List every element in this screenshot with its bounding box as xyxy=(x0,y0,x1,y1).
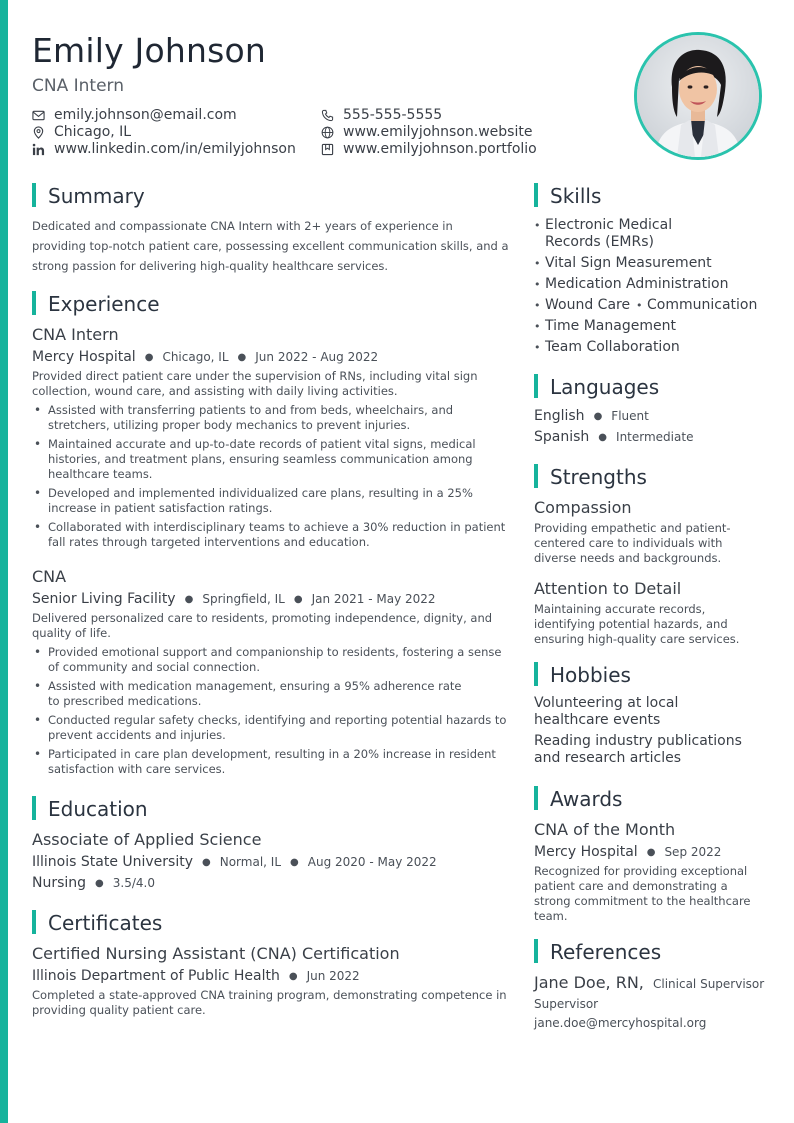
separator-dot: ● xyxy=(290,857,299,868)
phone-icon xyxy=(321,109,334,122)
hobbies-heading: Hobbies xyxy=(534,662,631,688)
job-description: Provided direct patient care under the supervision of RNs, including vital sign collection, wound care, and assisting with daily living activities. xyxy=(32,369,478,398)
strength-description: Providing empathetic and patient-centered care to individuals with diverse needs and backgrounds. xyxy=(534,521,731,565)
strength-name: Attention to Detail xyxy=(534,579,682,598)
mail-icon xyxy=(32,109,45,122)
resume-header xyxy=(32,30,592,97)
reference-role: Clinical Supervisor xyxy=(652,977,765,991)
separator-dot: ● xyxy=(144,352,154,363)
separator-dot: ● xyxy=(598,432,608,443)
strengths-heading: Strengths xyxy=(534,464,647,490)
job-location: Springfield, IL xyxy=(202,592,285,606)
language-item xyxy=(534,407,649,426)
certificates-heading: Certificates xyxy=(32,910,162,936)
separator-dot: ● xyxy=(202,857,211,868)
experience-heading: Experience xyxy=(32,291,160,317)
separator-dot: ● xyxy=(288,971,298,982)
separator-dot: ● xyxy=(593,411,603,422)
education-meta xyxy=(32,853,437,872)
summary-heading: Summary xyxy=(32,183,145,209)
certificate-description: Completed a state-approved CNA training program, demonstrating competence in providing quality patient care. xyxy=(32,988,507,1017)
skill-item xyxy=(636,297,757,314)
bullet-dot: • xyxy=(534,219,541,232)
job-company: Mercy Hospital xyxy=(32,349,136,365)
list-item: • Assisted with medication management, ensuring a 95% adherence rate to prescribed medications. xyxy=(32,679,472,709)
skills-heading: Skills xyxy=(534,183,601,209)
education-field-row xyxy=(32,874,155,893)
separator-dot: ● xyxy=(95,878,104,889)
certificate-meta xyxy=(32,967,360,986)
list-item: • Developed and implemented individualized care plans, resulting in a 25% increase in patient satisfaction ratings. xyxy=(32,486,477,516)
language-level: Fluent xyxy=(611,409,649,423)
hobby-item: Volunteering at local healthcare events xyxy=(534,695,679,728)
reference-name-row xyxy=(534,973,764,994)
skill-item xyxy=(534,318,676,335)
education-degree: Associate of Applied Science xyxy=(32,830,262,849)
job-title: CNA Intern xyxy=(32,325,119,344)
bullet-dot: • xyxy=(636,299,643,312)
certificate-issuer: Illinois Department of Public Health xyxy=(32,968,280,984)
candidate-role: CNA Intern xyxy=(32,76,124,96)
list-item: • Assisted with transferring patients to and from beds, wheelchairs, and stretchers, utilizing proper body mechanics to prevent injuries. xyxy=(32,403,472,433)
bullet-dot: • xyxy=(534,341,541,354)
reference-email-text: jane.doe@mercyhospital.org xyxy=(534,1016,707,1030)
separator-dot: ● xyxy=(293,594,303,605)
languages-heading: Languages xyxy=(534,374,659,400)
job-meta xyxy=(32,590,436,609)
job-company: Senior Living Facility xyxy=(32,591,176,607)
portfolio-text: www.emilyjohnson.portfolio xyxy=(343,141,537,157)
summary-text: Dedicated and compassionate CNA Intern with 2+ years of experience in providing top-notch patient care, possessing excellent communication skills, and a strong passion for delivering high-quality healthcare services. xyxy=(32,219,509,273)
skill-item xyxy=(534,217,734,251)
skill-item xyxy=(534,339,680,356)
bullet-dot: • xyxy=(534,299,541,312)
linkedin-text: www.linkedin.com/in/emilyjohnson xyxy=(54,141,296,157)
separator-dot: ● xyxy=(646,847,656,858)
list-item: • Conducted regular safety checks, identifying and reporting potential hazards to prevent accidents and injuries. xyxy=(32,713,510,743)
job-dates: Jun 2022 - Aug 2022 xyxy=(255,350,379,364)
candidate-name: Emily Johnson xyxy=(32,31,267,70)
job-title: CNA xyxy=(32,567,67,586)
language-name: English xyxy=(534,408,585,424)
certificate-date: Jun 2022 xyxy=(306,969,360,983)
education-dates: Aug 2020 - May 2022 xyxy=(307,855,437,869)
avatar-portrait xyxy=(637,35,759,157)
skill-label: Medication Administration xyxy=(545,276,729,292)
bookmark-icon xyxy=(321,143,334,156)
strength-name: Compassion xyxy=(534,498,632,517)
reference-position xyxy=(534,995,598,1013)
skill-label: Electronic Medical Records (EMRs) xyxy=(545,217,673,250)
skill-label: Wound Care xyxy=(545,297,631,313)
reference-email[interactable] xyxy=(534,1014,706,1032)
list-item: • Participated in care plan development, resulting in a 20% increase in resident satisfaction with care services. xyxy=(32,747,502,777)
award-date: Sep 2022 xyxy=(664,845,722,859)
education-gpa: 3.5/4.0 xyxy=(112,876,155,890)
skill-item xyxy=(534,255,712,272)
job-meta xyxy=(32,348,378,367)
award-meta xyxy=(534,843,721,862)
website-text: www.emilyjohnson.website xyxy=(343,124,533,140)
language-level: Intermediate xyxy=(616,430,694,444)
language-item xyxy=(534,428,693,447)
linkedin-icon xyxy=(32,143,45,156)
education-location: Normal, IL xyxy=(219,855,282,869)
education-heading: Education xyxy=(32,796,148,822)
bullet-dot: • xyxy=(534,257,541,270)
skill-label: Vital Sign Measurement xyxy=(545,255,712,271)
phone-text: 555-555-5555 xyxy=(343,107,443,123)
reference-name: Jane Doe, RN, xyxy=(534,973,644,992)
hobby-item: Reading industry publications and research articles xyxy=(534,733,742,766)
references-heading: References xyxy=(534,939,661,965)
separator-dot: ● xyxy=(184,594,194,605)
bullet-dot: • xyxy=(534,320,541,333)
education-school: Illinois State University xyxy=(32,854,193,870)
awards-heading: Awards xyxy=(534,786,622,812)
list-item: • Collaborated with interdisciplinary teams to achieve a 30% reduction in patient fall rates through targeted interventions and education. xyxy=(32,520,507,550)
location-text: Chicago, IL xyxy=(54,124,132,140)
skill-label: Time Management xyxy=(545,318,676,334)
list-item: • Provided emotional support and companionship to residents, fostering a sense of community and social connection. xyxy=(32,645,507,675)
award-issuer: Mercy Hospital xyxy=(534,844,638,860)
job-dates: Jan 2021 - May 2022 xyxy=(311,592,436,606)
skill-label: Communication xyxy=(647,297,758,313)
globe-icon xyxy=(321,126,334,139)
bullet-dot: • xyxy=(534,278,541,291)
reference-position-text: Supervisor xyxy=(534,997,599,1011)
map-pin-icon xyxy=(32,126,45,139)
job-location: Chicago, IL xyxy=(162,350,229,364)
certificate-name: Certified Nursing Assistant (CNA) Certification xyxy=(32,944,400,963)
education-field: Nursing xyxy=(32,875,87,891)
language-name: Spanish xyxy=(534,429,590,445)
list-item: • Maintained accurate and up-to-date records of patient vital signs, medical histories, and treatment plans, ensuring seamless communication among healthcare teams. xyxy=(32,437,482,482)
profile-photo xyxy=(634,32,762,160)
award-name: CNA of the Month xyxy=(534,820,676,839)
award-description: Recognized for providing exceptional patient care and demonstrating a strong commitment to the healthcare team. xyxy=(534,864,751,923)
strength-description: Maintaining accurate records, identifying potential hazards, and ensuring high-quality care services. xyxy=(534,602,740,646)
skill-item xyxy=(534,297,630,314)
job-description: Delivered personalized care to residents, promoting independence, dignity, and quality of life. xyxy=(32,611,493,640)
skill-item xyxy=(534,276,728,293)
skill-label: Team Collaboration xyxy=(545,339,680,355)
accent-bar xyxy=(0,0,8,1123)
separator-dot: ● xyxy=(237,352,247,363)
email-text: emily.johnson@email.com xyxy=(54,107,237,123)
